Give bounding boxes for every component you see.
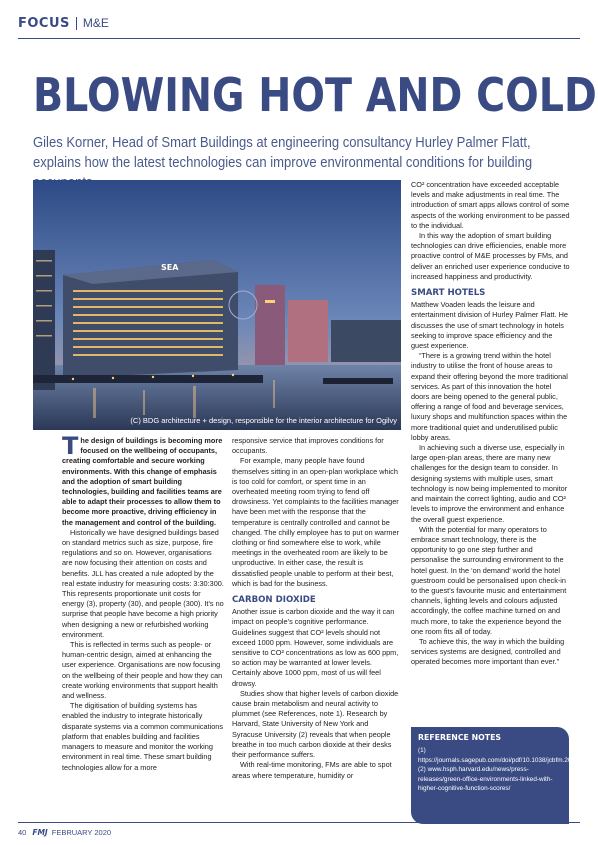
article-column-2 [232, 436, 400, 781]
header-divider [76, 17, 77, 30]
article-headline: BLOWING HOT AND COLD [33, 68, 597, 122]
body-paragraph: With real-time monitoring, FMs are able to spot areas where temperature, humidity or [232, 760, 392, 780]
image-credit: (C) BDG architecture + design, responsible for the interior architecture for Ogilvy [130, 416, 397, 425]
hotel-riverside-photo [33, 180, 401, 430]
subheading-smart-hotels: SMART HOTELS [411, 288, 486, 299]
body-paragraph: In achieving such a diverse use, especially in large open-plan areas, there are many new challenges for the design team to consider. In designing systems with multiple uses, smart technology is now being implemented to monitor and maintain the correct lighting, audio and CO² levels to improve the environment and enhance the overall guest experience. [411, 443, 568, 524]
article-column-3 [411, 180, 571, 668]
subsection-label: M&E [82, 16, 109, 30]
hotel-sign: SEA [161, 263, 179, 272]
article-column-1 [62, 432, 224, 773]
body-paragraph: For example, many people have found themselves sitting in an open-plan workplace which is too cold for comfort, or spent time in an overheated meeting room trying to fend off drowsiness. Yet complaints to the facilities manager have been met with the response that the temperature is centrally controlled and cannot be changed. The chilly employee has to put on warmer clothing or find somewhere else to work, while meetings in the overheated room are likely to be unproductive. In either case, the result is dissatisfied people unable to perform at their best, which is bad for the business. [232, 456, 399, 588]
hero-image [33, 180, 401, 430]
body-paragraph: Matthew Voaden leads the leisure and entertainment division of Hurley Palmer Flatt. He discusses the use of smart technology in hotels seeking to improve space efficiency and the guest experience. [411, 300, 568, 351]
reference-heading: REFERENCE NOTES [418, 733, 502, 742]
reference-notes-box [411, 727, 592, 824]
body-paragraph: “There is a growing trend within the hotel industry to utilise the front of house areas to expand their offering beyond the more traditional services. As part of this innovation the hotel doors are being opened to the general public, offering a range of food and beverage services, luxury shops and multifunction spaces within the more traditional quiet and underutilised public lobby areas. [411, 351, 568, 442]
page-number: 40 [18, 828, 27, 837]
drop-cap: T [62, 432, 79, 460]
body-paragraph: Historically we have designed buildings based on standard metrics such as size, purpose, fire regulations and so on. However, organisations are now focusing their attention on costs and benefits. JLL has created a rule adopted by the real estate industry for measuring costs: 3:30:300. This represents proportionate unit costs for energy (3), property (30), and people (300). It’s no surprise that people have become a high priority when designing a new or refurbished working environment. [62, 527, 224, 639]
reference-item[interactable]: (1) https://journals.sagepub.com/doi/pdf/10.1038/jcbfm.2010.153 [418, 747, 592, 764]
body-paragraph: The digitisation of building systems has enabled the industry to integrate historically disparate systems via a common communications platform that enables building and facilities managers to measure and monitor the working environment in real time. These smart building technologies allow for a more [62, 701, 223, 772]
section-header [18, 12, 109, 34]
section-tag: FOCUS [18, 15, 70, 31]
subheading-carbon-dioxide: CARBON DIOXIDE [232, 595, 316, 606]
body-paragraph: Studies show that higher levels of carbon dioxide cause brain metabolism and neural activity to plummet (see References, note 1). Research by Harvard, State University of New York and Syracuse University (2) reveals that when people breathe in too much carbon dioxide at their desks their performance suffers. [232, 688, 399, 760]
body-paragraph: Another issue is carbon dioxide and the way it can impact on people’s cognitive performance. Guidelines suggest that CO² levels should not exceed 1000 ppm. However, some individuals are sensitive to CO² concentrations as low as 600 ppm, so action may be warranted at lower levels. Certainly above 1000 ppm, most of us will feel drowsy. [232, 607, 399, 688]
page-footer [18, 828, 111, 837]
body-paragraph: With the potential for many operators to embrace smart technology, there is the opportunity to go one step further and personalise the surrounding environment to the hotel guest. In the ‘on demand’ world the hotel guestroom could be personalised upon check-in to the guest’s favourite music and entertainment channels, lighting levels and colours adjusted accordingly, the coffee machine turned on and much more, to take the experience beyond the one room fits all of today. [411, 524, 567, 636]
header-rule [18, 38, 580, 39]
article-standfirst: Giles Korner, Head of Smart Buildings at engineering consultancy Hurley Palmer Flatt, explains how the latest technologies can improve environmental conditions for building [33, 134, 533, 171]
body-paragraph: This is reflected in terms such as people- or human-centric design, aimed at enhancing the user experience. Organisations are now focusing on the wellbeing of their people and how they can create working environments that support health and wellness. [62, 640, 223, 701]
reference-item[interactable]: (2) www.hsph.harvard.edu/news/press-releases/green-office-environments-linked-with-higher-cognitive-function-scores/ [418, 766, 553, 792]
magazine-logo: FMJ [32, 828, 48, 837]
body-paragraph: CO² concentration have exceeded acceptable levels and make adjustments in real time. The introduction of smart apps allows control of some aspects of the working environment to be passed to the individual. [411, 180, 570, 230]
body-paragraph: To achieve this, the way in which the building services systems are designed, controlled and operated becomes more important than ever.” [411, 636, 565, 667]
lead-paragraph: he design of buildings is becoming more focused on the wellbeing of occupants, creating comfortable and secure working environments. With this change of emphasis and the adoption of smart building technologies, building and facilities teams are able to adapt their processes to allow them to become more proactive, driving efficiency in the management and control of the building. [62, 436, 223, 527]
issue-date: FEBRUARY 2020 [51, 828, 112, 837]
body-paragraph: responsive service that improves conditions for occupants. [232, 436, 384, 456]
body-paragraph: In this way the adoption of smart building technologies can drive efficiencies, enable more proactive control of M&E processes by FMs, and deliver an enriched user experience conducive to increased happiness and productivity. [411, 231, 570, 281]
footer-rule [18, 822, 580, 823]
